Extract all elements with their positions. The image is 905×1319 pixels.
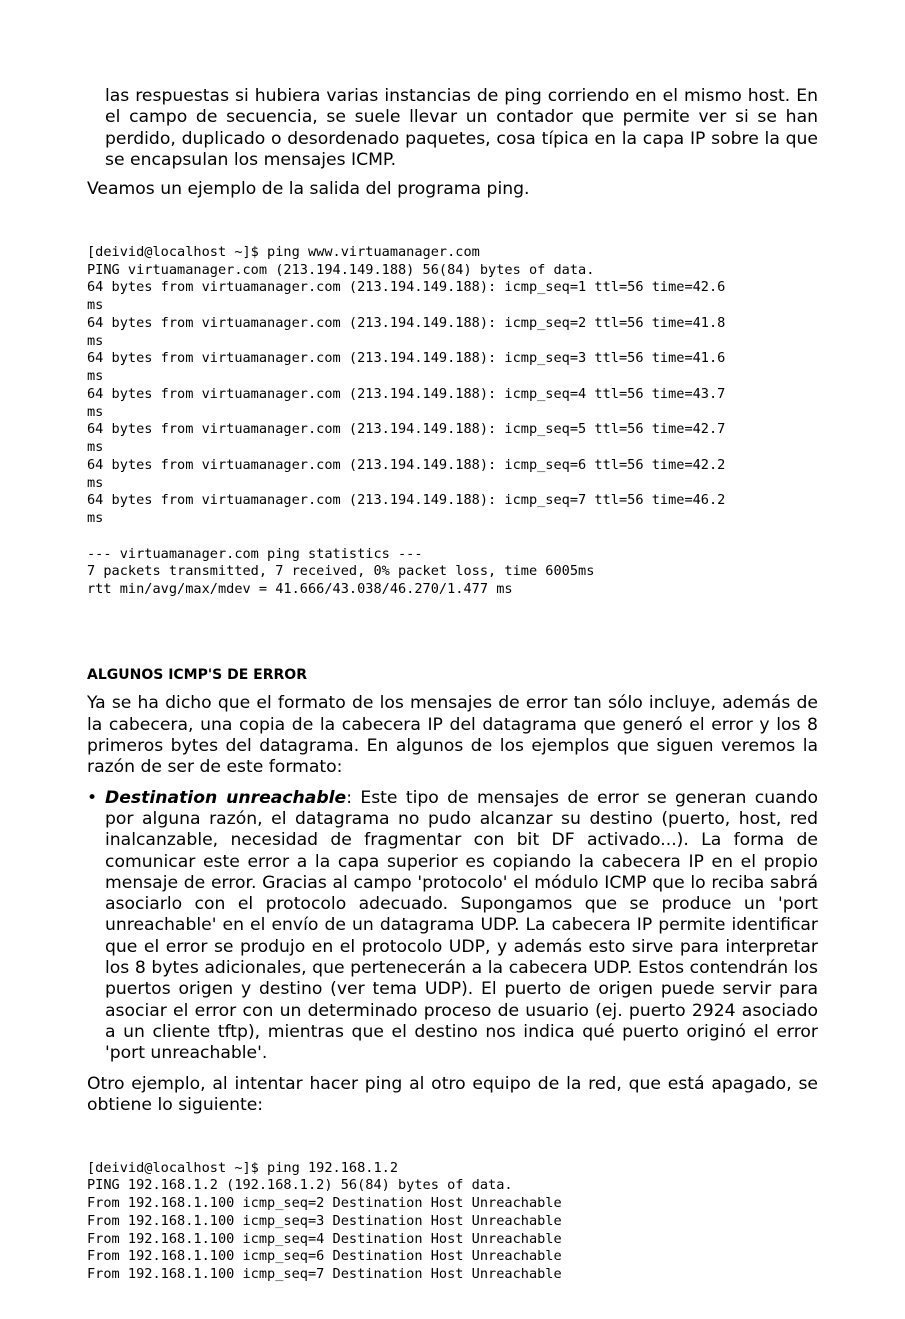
code-line: 64 bytes from virtuamanager.com (213.194.149.188): icmp_seq=1 ttl=56 time=42.6 (87, 279, 726, 296)
code-line: 64 bytes from virtuamanager.com (213.194.149.188): icmp_seq=5 ttl=56 time=42.7 (87, 421, 726, 438)
bullet-text: : Este tipo de mensajes de error se generan cuando por alguna razón, el datagrama no pudo alcanzar su destino (puerto, host, red inalcanzable, necesidad de fragmentar con bit DF activado...). La forma de comunicar este error a la capa superior es copiando la cabecera IP en el propio mensaje de error. Gracias al campo 'protocolo' el módulo ICMP que lo reciba sabrá asociarlo con el protocolo adecuado. Supongamos que se produce un 'port unreachable' en el envío de un datagrama UDP. La cabecera IP permite identificar que el error se produjo en el protocolo UDP, y además esto sirve para interpretar los 8 bytes adicionales, que pertenecerán a la cabecera UDP. Estos contendrán los puertos origen y destino (ver tema UDP). El puerto de origen puede servir para asociar el error con un determinado proceso de usuario (ej. puerto 2924 asociado a un cliente tftp), mientras que el destino nos indica qué puerto originó el error 'port unreachable'. (105, 787, 818, 1064)
second-example-intro: Otro ejemplo, al intentar hacer ping al otro equipo de la red, que está apagado, se obtiene lo siguiente: (87, 1073, 818, 1115)
code-line: ms (87, 510, 104, 527)
code-line: 7 packets transmitted, 7 received, 0% packet loss, time 6005ms (87, 563, 595, 580)
code-line: [deivid@localhost ~]$ ping 192.168.1.2 (87, 1159, 398, 1176)
code-line: PING virtuamanager.com (213.194.149.188) 56(84) bytes of data. (87, 261, 595, 278)
code-line: ms (87, 368, 104, 385)
code-line: --- virtuamanager.com ping statistics --- (87, 545, 423, 562)
bullet-term: Destination unreachable (105, 787, 347, 808)
section-paragraph: Ya se ha dicho que el formato de los mensajes de error tan sólo incluye, además de la cabecera, una copia de la cabecera IP del datagrama que generó el error y los 8 primeros bytes del datagrama. En algunos de los ejemplos que siguen veremos la razón de ser de este formato: (87, 693, 818, 778)
ping-output-2 (87, 1124, 818, 1319)
code-line: 64 bytes from virtuamanager.com (213.194.149.188): icmp_seq=7 ttl=56 time=46.2 (87, 492, 726, 509)
code-line: [deivid@localhost ~]$ ping www.virtuamanager.com (87, 243, 480, 260)
code-line: ms (87, 332, 104, 349)
code-line: ms (87, 439, 104, 456)
code-line: 64 bytes from virtuamanager.com (213.194.149.188): icmp_seq=4 ttl=56 time=43.7 (87, 385, 726, 402)
code-line: From 192.168.1.100 icmp_seq=6 Destination Host Unreachable (87, 1248, 562, 1265)
code-line: From 192.168.1.100 icmp_seq=7 Destination Host Unreachable (87, 1266, 562, 1283)
code-line: ms (87, 297, 104, 314)
document-page (87, 86, 818, 1319)
code-line: 64 bytes from virtuamanager.com (213.194.149.188): icmp_seq=3 ttl=56 time=41.6 (87, 350, 726, 367)
code-line: rtt min/avg/max/mdev = 41.666/43.038/46.270/1.477 ms (87, 581, 513, 598)
code-line: PING 192.168.1.2 (192.168.1.2) 56(84) bytes of data. (87, 1177, 513, 1194)
code-line: 64 bytes from virtuamanager.com (213.194.149.188): icmp_seq=6 ttl=56 time=42.2 (87, 456, 726, 473)
code-line: From 192.168.1.100 icmp_seq=4 Destination Host Unreachable (87, 1230, 562, 1247)
code-line: From 192.168.1.100 icmp_seq=2 Destination Host Unreachable (87, 1195, 562, 1212)
code-line (87, 528, 818, 546)
code-line: 64 bytes from virtuamanager.com (213.194.149.188): icmp_seq=2 ttl=56 time=41.8 (87, 314, 726, 331)
example-intro: Veamos un ejemplo de la salida del programa ping. (87, 179, 530, 200)
code-line: From 192.168.1.100 icmp_seq=3 Destination Host Unreachable (87, 1212, 562, 1229)
continued-paragraph: las respuestas si hubiera varias instancias de ping corriendo en el mismo host. En el campo de secuencia, se suele llevar un contador que permite ver si se han perdido, duplicado o desordenado paquetes, cosa típica en la capa IP sobre la que se encapsulan los mensajes ICMP. (105, 86, 818, 170)
code-line: ms (87, 403, 104, 420)
bullet-marker: • (87, 787, 98, 808)
code-line: ms (87, 474, 104, 491)
section-heading: ALGUNOS ICMP'S DE ERROR (87, 667, 307, 684)
bullet-item-destination-unreachable (87, 788, 818, 1065)
ping-output-1 (87, 208, 818, 634)
